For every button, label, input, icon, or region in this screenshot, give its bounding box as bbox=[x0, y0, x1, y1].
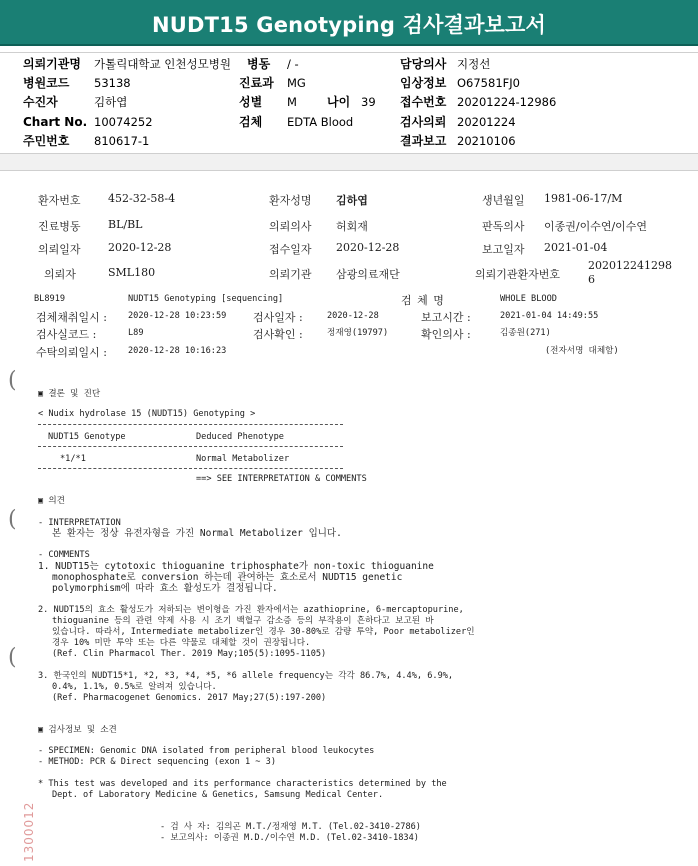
report-title-bar bbox=[0, 0, 698, 46]
comment-3-line-1: 3. 한국인의 NUDT15*1, *2, *3, *4, *5, *6 allele frequency는 각각 86.7%, 4.4%, 6.9%, bbox=[38, 671, 454, 681]
signature-tester: - 검 사 자: 김의곤 M.T./정재영 M.T. (Tel.02-3410-2786) bbox=[160, 822, 421, 832]
requester-value: SML180 bbox=[108, 266, 156, 279]
birth-date-label: 생년월일 bbox=[482, 194, 525, 207]
requesting-org-label: 의뢰기관 bbox=[269, 268, 312, 281]
divider bbox=[0, 52, 698, 53]
confirm-value: 정재영(19797) bbox=[327, 328, 389, 338]
patient-no-label: 환자번호 bbox=[38, 194, 81, 207]
comment-1-line-3: polymorphism에 따라 효소 활성도가 결정됩니다. bbox=[52, 583, 278, 594]
receipt-date-value: 2020-12-28 bbox=[336, 241, 400, 254]
receive-time-label: 수탁의뢰일시 : bbox=[36, 346, 107, 359]
lab-code-label: 검사실코드 : bbox=[36, 328, 97, 341]
binding-hole-mark: ( bbox=[8, 368, 17, 393]
section-method-heading: ▣ 검사정보 및 소견 bbox=[38, 725, 117, 735]
request-date-label: 검사의뢰 bbox=[400, 115, 447, 129]
referring-doctor-value: 허회재 bbox=[336, 220, 368, 233]
ward-value: BL/BL bbox=[108, 218, 143, 231]
reception-no-value: 20201224-12986 bbox=[457, 95, 557, 109]
method-line: - METHOD: PCR & Direct sequencing (exon 1 ~ 3) bbox=[38, 757, 276, 767]
scanned-report bbox=[20, 174, 695, 862]
order-date-value: 2020-12-28 bbox=[108, 241, 172, 254]
specimen-name-label: 검 체 명 bbox=[401, 294, 445, 307]
comment-3-line-2: 0.4%, 1.1%, 0.5%로 알려져 있습니다. bbox=[52, 682, 217, 692]
specimen-label: 검체 bbox=[239, 115, 263, 129]
ordering-org-label: 의뢰기관명 bbox=[23, 57, 81, 71]
table-rule bbox=[38, 424, 343, 425]
receive-time-value: 2020-12-28 10:16:23 bbox=[128, 346, 227, 356]
table-rule bbox=[38, 446, 343, 447]
phenotype-value: Normal Metabolizer bbox=[196, 454, 290, 464]
comment-1-line-2: monophosphate로 conversion 하는데 관여하는 효소로서 NUDT15 genetic bbox=[52, 572, 403, 583]
test-date-label: 검사일자 : bbox=[253, 311, 303, 324]
chart-no-label: Chart No. bbox=[23, 115, 88, 129]
clinical-info-label: 임상정보 bbox=[400, 76, 447, 90]
see-interpretation: ==> SEE INTERPRETATION & COMMENTS bbox=[196, 474, 367, 484]
sex-label: 성별 bbox=[239, 95, 263, 109]
comment-3-ref: (Ref. Pharmacogenet Genomics. 2017 May;27(5):197-200) bbox=[52, 693, 327, 703]
reception-no-label: 접수번호 bbox=[400, 95, 447, 109]
collect-time-value: 2020-12-28 10:23:59 bbox=[128, 311, 227, 321]
clinical-info-value: O67581FJ0 bbox=[457, 76, 520, 90]
org-patient-no-value-cont: 6 bbox=[588, 273, 595, 286]
table-rule bbox=[38, 468, 343, 469]
test-name: NUDT15 Genotyping [sequencing] bbox=[128, 294, 284, 304]
confirm-doctor-value: 김종원(271) bbox=[500, 328, 551, 338]
section-opinion-heading: ▣ 의견 bbox=[38, 496, 65, 506]
hospital-code-value: 53138 bbox=[94, 76, 131, 90]
org-patient-no-value: 202012241298 bbox=[588, 259, 672, 272]
org-patient-no-label: 의뢰기관환자번호 bbox=[475, 268, 561, 281]
comment-2-line-4: 경우 10% 미만 투약 또는 다른 약물로 대체할 것이 권장됩니다. bbox=[52, 638, 311, 648]
sex-value: M bbox=[287, 95, 297, 109]
birth-date-value: 1981-06-17/M bbox=[544, 192, 623, 205]
interpretation-text: 본 환자는 정상 유전자형을 가진 Normal Metabolizer 입니다. bbox=[52, 528, 342, 539]
patient-value: 김하엽 bbox=[94, 95, 128, 109]
referring-doctor-label: 의뢰의사 bbox=[269, 220, 312, 233]
specimen-line: - SPECIMEN: Genomic DNA isolated from peripheral blood leukocytes bbox=[38, 746, 375, 756]
report-title: NUDT15 Genotyping 검사결과보고서 bbox=[151, 13, 547, 37]
report-date-value: 2021-01-04 bbox=[544, 241, 608, 254]
signature-reporter: - 보고의사: 이종권 M.D./이수연 M.D. (Tel.02-3410-1834) bbox=[160, 833, 419, 843]
ward-value: / - bbox=[287, 57, 299, 71]
dept-value: MG bbox=[287, 76, 306, 90]
patient-name-label: 환자성명 bbox=[269, 194, 312, 207]
comment-2-ref: (Ref. Clin Pharmacol Ther. 2019 May;105(5):1095-1105) bbox=[52, 649, 327, 659]
requesting-org-value: 삼광의료재단 bbox=[336, 268, 400, 281]
confirm-doctor-label: 확인의사 : bbox=[421, 328, 471, 341]
age-value: 39 bbox=[361, 95, 376, 109]
binding-hole-mark: ( bbox=[8, 507, 17, 532]
patient-no-value: 452-32-58-4 bbox=[108, 192, 176, 205]
interpretation-title: - INTERPRETATION bbox=[38, 518, 121, 528]
collect-time-label: 검체채취일시 : bbox=[36, 311, 107, 324]
report-date-label: 보고일자 bbox=[482, 243, 525, 256]
col-phenotype: Deduced Phenotype bbox=[196, 432, 284, 442]
comments-title: - COMMENTS bbox=[38, 550, 90, 560]
specimen-name-value: WHOLE BLOOD bbox=[500, 294, 557, 304]
test-date-value: 2020-12-28 bbox=[327, 311, 379, 321]
specimen-value: EDTA Blood bbox=[287, 115, 354, 129]
gene-header: < Nudix hydrolase 15 (NUDT15) Genotyping > bbox=[38, 409, 256, 419]
reading-doctor-label: 판독의사 bbox=[482, 220, 525, 233]
esign-note: (전자서명 대체함) bbox=[545, 346, 619, 356]
rrn-value: 810617-1 bbox=[94, 134, 150, 148]
genotype-value: *1/*1 bbox=[60, 454, 86, 464]
receipt-date-label: 접수일자 bbox=[269, 243, 312, 256]
comment-2-line-1: 2. NUDT15의 효소 활성도가 저하되는 변이형을 가진 환자에서는 azathioprine, 6-mercaptopurine, bbox=[38, 605, 464, 615]
doctor-label: 담당의사 bbox=[400, 57, 447, 71]
test-code: BL8919 bbox=[34, 294, 66, 304]
comment-1-line-1: 1. NUDT15는 cytotoxic thioguanine triphosphate가 non-toxic thioguanine bbox=[38, 561, 434, 572]
disclaimer-line-2: Dept. of Laboratory Medicine & Genetics, Samsung Medical Center. bbox=[52, 790, 384, 800]
rrn-label: 주민번호 bbox=[23, 134, 70, 148]
ward-label: 병동 bbox=[247, 57, 271, 71]
separator-band bbox=[0, 154, 698, 170]
patient-name-value: 김하엽 bbox=[336, 194, 368, 207]
doctor-value: 지정선 bbox=[457, 57, 491, 71]
report-time-value: 2021-01-04 14:49:55 bbox=[500, 311, 599, 321]
disclaimer-line-1: * This test was developed and its performance characteristics determined by the bbox=[38, 779, 447, 789]
ordering-org-value: 가톨릭대학교 인천성모병원 bbox=[94, 57, 231, 71]
confirm-label: 검사확인 : bbox=[253, 328, 303, 341]
reading-doctor-value: 이종권/이수연/이수연 bbox=[544, 220, 648, 233]
patient-label: 수진자 bbox=[23, 95, 58, 109]
comment-2-line-3: 있습니다. 따라서, Intermediate metabolizer인 경우 30-80%로 감량 투약, Poor metabolizer인 bbox=[52, 627, 475, 637]
report-date-value: 20210106 bbox=[457, 134, 516, 148]
requester-label: 의뢰자 bbox=[44, 268, 76, 281]
section-result-heading: ▣ 결론 및 진단 bbox=[38, 389, 101, 399]
col-genotype: NUDT15 Genotype bbox=[48, 432, 126, 442]
report-time-label: 보고시간 : bbox=[421, 311, 471, 324]
dept-label: 진료과 bbox=[239, 76, 274, 90]
age-label: 나이 bbox=[327, 95, 351, 109]
divider bbox=[0, 170, 698, 171]
order-date-label: 의뢰일자 bbox=[38, 243, 81, 256]
chart-no-value: 10074252 bbox=[94, 115, 153, 129]
request-date-value: 20201224 bbox=[457, 115, 516, 129]
side-code: 1300012 bbox=[22, 801, 36, 862]
hospital-code-label: 병원코드 bbox=[23, 76, 70, 90]
comment-2-line-2: thioguanine 등의 관련 약제 사용 시 조기 백혈구 감소증 등의 부작용이 흔하다고 보고된 바 bbox=[52, 616, 434, 626]
ward-label: 진료병동 bbox=[38, 220, 81, 233]
report-date-label: 결과보고 bbox=[400, 134, 447, 148]
binding-hole-mark: ( bbox=[8, 645, 17, 670]
lab-code-value: L89 bbox=[128, 328, 144, 338]
